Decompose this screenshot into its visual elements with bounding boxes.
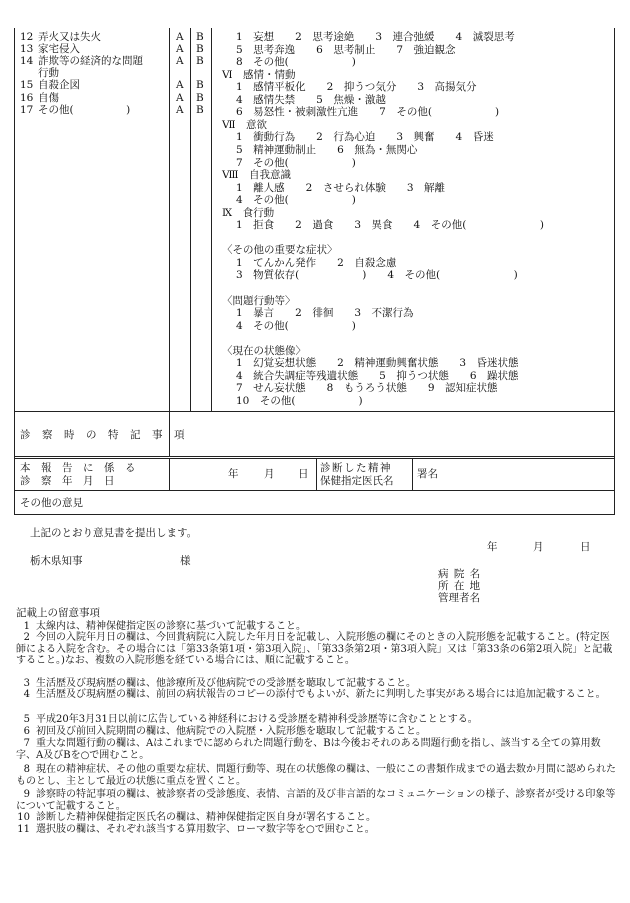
symptom-option-line[interactable]: 1 感情平板化 2 抑うつ気分 3 高揚気分 <box>236 81 477 94</box>
col-divider-c <box>211 28 212 411</box>
addressee-suffix: 様 <box>180 555 191 567</box>
note-text: 平成20年3月31日以前に広告している神経科における受診歴を精神科受診歴等に含むこととする。 <box>36 714 478 725</box>
row-line-report-top <box>14 456 615 457</box>
history-item-label: その他( ) <box>38 103 131 116</box>
symptom-option-line[interactable]: 4 感情失禁 5 焦燥・激越 <box>236 93 386 106</box>
report-month-label: 月 <box>264 468 275 480</box>
report-year-label: 年 <box>228 468 239 480</box>
note-text: 重大な問題行動の欄は、Aはこれまでに認められた問題行動を、Bは今後おそれのある問題行動を指し、該当する全ての算用数字、A及びBを○で囲むこと。 <box>16 738 601 761</box>
doctor-label-line1: 診断した精神 <box>320 462 392 474</box>
report-day-label: 日 <box>298 468 309 480</box>
symptom-option-line[interactable]: 1 離人感 2 させられ体験 3 解離 <box>236 181 446 194</box>
hospital-admin-label: 管理者名 <box>438 592 480 604</box>
symptom-option-line[interactable]: 4 その他( ) <box>236 319 356 332</box>
history-item-a: A <box>176 91 184 104</box>
history-item-label: 自殺企図 <box>38 79 80 92</box>
note-item <box>16 764 616 787</box>
note-item <box>16 678 616 690</box>
history-item-a: A <box>176 103 184 116</box>
note-item <box>16 789 616 812</box>
note-item <box>16 621 616 633</box>
note-text: 生活歴及び現病歴の欄は、前回の病状報告のコピーの添付でもよいが、新たに判明した事実がある場合には追加記載すること。 <box>36 689 606 700</box>
history-item-label: 詐欺等の経済的な問題 <box>38 55 143 68</box>
note-item <box>16 824 616 836</box>
note-text: 生活歴及び現病歴の欄は、他診療所及び他病院での受診歴を聴取して記載すること。 <box>36 678 416 689</box>
note-text: 今回の入院年月日の欄は、今回貴病院に入院した年月日を記載し、入院形態の欄にそのときの入院形態を記載すること。(特定医師による入院を含む。その場合には「第33条第1項・第3項入院」、「第33条第2項・第3項入院」又は「第33条の6第2項入院」と記載すること。)なお、複数の入院形態を経ている場合には、順に記載すること。 <box>16 632 613 666</box>
history-item-number: 16 <box>20 91 34 104</box>
report-divider-2 <box>316 458 317 490</box>
history-item-label: 行動 <box>38 67 59 80</box>
signature-label: 署名 <box>417 468 438 480</box>
symptom-section-heading: 〈現在の状態像〉 <box>222 344 306 357</box>
history-item-a: A <box>176 31 184 43</box>
note-number: 8 <box>23 764 30 775</box>
symptom-option-line[interactable]: 1 暴言 2 徘徊 3 不潔行為 <box>236 307 414 320</box>
note-number: 4 <box>23 689 30 700</box>
note-number: 11 <box>17 824 30 835</box>
symptom-section-heading: 〈その他の重要な症状〉 <box>222 244 338 257</box>
note-text: 太線内は、精神保健指定医の診察に基づいて記載すること。 <box>36 621 306 632</box>
note-number: 10 <box>17 812 30 823</box>
symptom-section-heading: 〈問題行動等〉 <box>222 294 296 307</box>
symptom-section-heading: Ⅷ 自我意識 <box>222 169 292 182</box>
note-number: 9 <box>23 789 30 800</box>
note-item <box>16 632 616 667</box>
note-text: 診断した精神保健指定医氏名の欄は、精神保健指定医自身が署名すること。 <box>36 812 376 823</box>
history-item-b: B <box>196 103 204 116</box>
row-line-report-top2 <box>14 458 615 459</box>
symptom-option-line[interactable]: 3 物質依存( ) 4 その他( ) <box>236 269 518 282</box>
symptom-option-line[interactable]: 1 衝動行為 2 行為心迫 3 興奮 4 昏迷 <box>236 131 494 144</box>
note-item <box>16 714 616 726</box>
symptom-option-line[interactable]: 4 その他( ) <box>236 194 356 207</box>
history-item-b: B <box>196 55 204 68</box>
hospital-name-label: 病 院 名 <box>438 568 482 580</box>
history-item-a: A <box>176 79 184 92</box>
form-right-border <box>614 28 615 514</box>
symptom-option-line[interactable]: 1 幻覚妄想状態 2 精神運動興奮状態 3 昏迷状態 <box>236 357 519 370</box>
symptom-option-line[interactable]: 7 せん妄状態 8 もうろう状態 9 認知症状態 <box>236 382 498 395</box>
note-number: 6 <box>23 726 30 737</box>
symptom-option-line[interactable]: 4 統合失調症等残遺状態 5 抑うつ状態 6 躁状態 <box>236 369 519 382</box>
history-item-a: A <box>176 55 184 68</box>
symptom-option-line[interactable]: 1 てんかん発作 2 自殺念慮 <box>236 256 397 269</box>
addressee: 栃木県知事 <box>30 555 83 567</box>
note-number: 7 <box>23 738 30 749</box>
notes-title: 記載上の留意事項 <box>16 607 100 619</box>
hospital-address-label: 所 在 地 <box>438 580 482 592</box>
history-item-label: 自傷 <box>38 91 59 104</box>
note-item <box>16 812 616 824</box>
row-line-special-top <box>14 411 615 412</box>
symptom-section-heading: Ⅵ 感情・情動 <box>222 68 296 81</box>
note-number: 2 <box>23 632 30 643</box>
history-item-number: 14 <box>20 55 34 68</box>
symptom-option-line[interactable]: 5 思考奔逸 6 思考制止 7 強迫観念 <box>236 43 456 56</box>
note-text: 診察時の特記事項の欄は、被診察者の受診態度、表情、言語的及び非言語的なコミュニケーションの様子、診察者が受ける印象等について記載すること。 <box>16 789 616 812</box>
history-item-a: A <box>176 43 184 56</box>
symptom-section-heading: Ⅶ 意欲 <box>222 118 268 131</box>
note-number: 5 <box>23 714 30 725</box>
col-divider-b <box>190 28 191 411</box>
history-item-label: 弄火又は失火 <box>38 31 101 43</box>
form-bottom-border <box>14 514 615 515</box>
submit-year-label: 年 <box>487 541 498 553</box>
report-divider-3 <box>412 458 413 490</box>
report-date-label-line2: 診 察 年 月 日 <box>20 475 115 487</box>
history-item-label: 家宅侵入 <box>38 43 80 56</box>
col-divider-a <box>169 28 170 411</box>
symptom-option-line[interactable]: 8 その他( ) <box>236 56 356 69</box>
history-item-b: B <box>196 91 204 104</box>
submit-month-label: 月 <box>533 541 544 553</box>
submission-statement: 上記のとおり意見書を提出します。 <box>30 527 198 539</box>
row-line-other-top <box>14 490 615 491</box>
special-notes-label: 診 察 時 の 特 記 事 項 <box>20 429 185 441</box>
note-item <box>16 689 616 701</box>
doctor-label-line2: 保健指定医氏名 <box>320 475 394 487</box>
history-item-b: B <box>196 79 204 92</box>
note-item <box>16 738 616 761</box>
symptom-option-line[interactable]: 10 その他( ) <box>236 394 363 407</box>
note-number: 1 <box>23 621 30 632</box>
symptom-option-line[interactable]: 1 妄想 2 思考途絶 3 連合弛緩 4 滅裂思考 <box>236 31 515 43</box>
symptom-option-line[interactable]: 5 精神運動制止 6 無為・無関心 <box>236 143 418 156</box>
note-text: 現在の精神症状、その他の重要な症状、問題行動等、現在の状態像の欄は、一般にこの書類作成までの過去数か月間に認められたものとし、主として最近の状態に重点を置くこと。 <box>16 764 616 787</box>
history-item-number: 17 <box>20 103 34 116</box>
history-item-b: B <box>196 31 204 43</box>
note-number: 3 <box>23 678 30 689</box>
note-item <box>16 726 616 738</box>
form-left-border <box>14 28 15 514</box>
other-opinion-field[interactable] <box>100 492 610 512</box>
other-opinion-label: その他の意見 <box>20 497 83 509</box>
signature-field[interactable] <box>445 460 611 488</box>
submit-day-label: 日 <box>580 541 591 553</box>
symptom-option-line[interactable]: 7 その他( ) <box>236 156 356 169</box>
symptom-section-heading: Ⅸ 食行動 <box>222 206 275 219</box>
history-item-number: 13 <box>20 43 34 56</box>
note-text: 初回及び前回入院期間の欄は、他病院での入院歴・入院形態を聴取して記載すること。 <box>36 726 426 737</box>
symptom-option-line[interactable]: 1 拒食 2 過食 3 異食 4 その他( ) <box>236 219 544 232</box>
history-item-b: B <box>196 43 204 56</box>
symptom-option-line[interactable]: 6 易怒性・被刺激性亢進 7 その他( ) <box>236 106 500 119</box>
note-text: 選択肢の欄は、それぞれ該当する算用数字、ローマ数字等を○で囲むこと。 <box>36 824 375 835</box>
report-date-label-line1: 本 報 告 に 係 る <box>20 462 136 474</box>
special-notes-field[interactable] <box>171 413 613 455</box>
history-item-number: 12 <box>20 31 34 43</box>
report-divider-1 <box>169 458 170 490</box>
history-item-number: 15 <box>20 79 34 92</box>
